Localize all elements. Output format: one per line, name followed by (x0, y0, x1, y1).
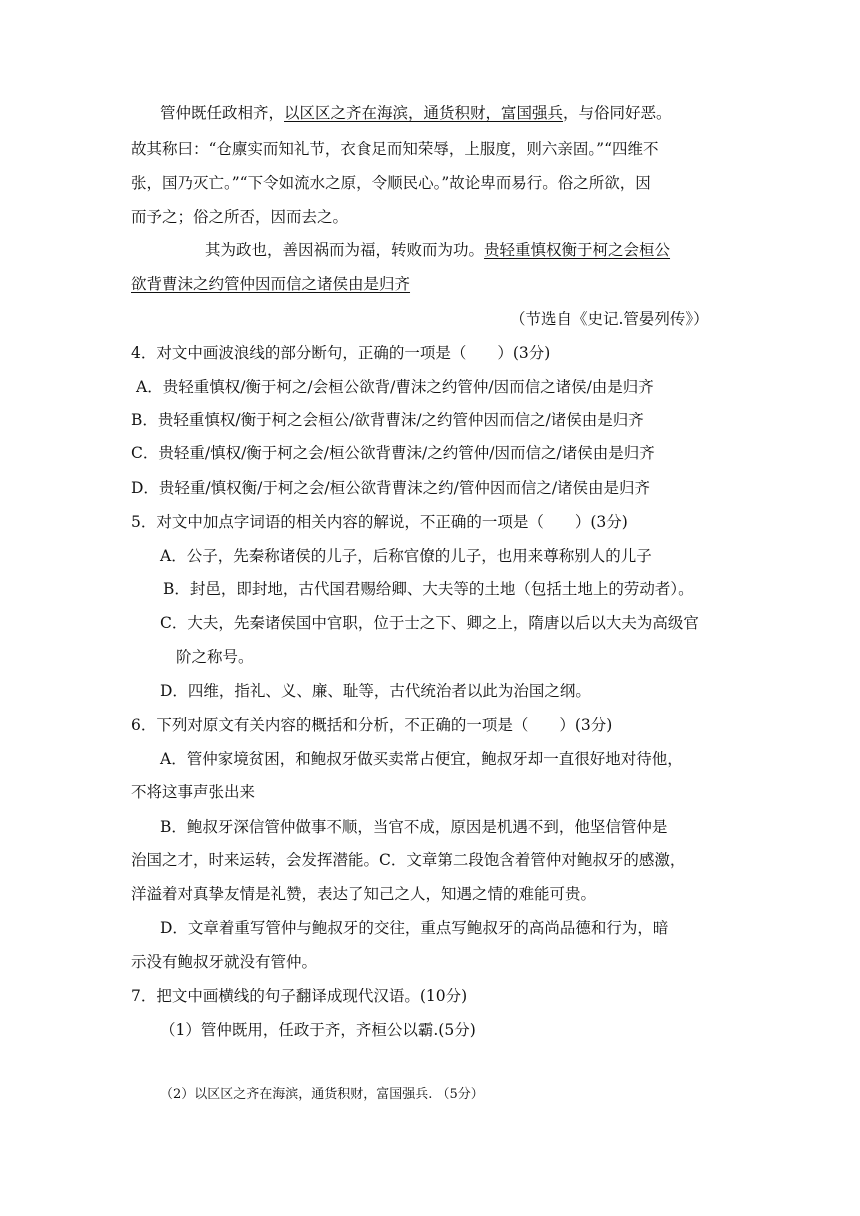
question-6-option-d-line1: D．文章着重写管仲与鲍叔牙的交往，重点写鲍叔牙的高尚品德和行为，暗 (160, 919, 669, 937)
underlined-sentence: 以区区之齐在海滨，通货积财，富国强兵 (284, 104, 564, 122)
passage-p1-line1 (160, 103, 860, 123)
question-6-option-b-line3: 洋溢着对真挚友情是礼赞，表达了知己之人，知遇之情的难能可贵。 (131, 885, 597, 903)
question-6-stem: 6．下列对原文有关内容的概括和分析，不正确的一项是（ ）(3分) (131, 716, 613, 734)
question-6-option-b-line2: 治国之才，时来运转，会发挥潜能。C．文章第二段饱含着管仲对鲍叔牙的感激， (131, 851, 686, 869)
question-5-option-b: B．封邑，即封地，古代国君赐给卿、大夫等的土地（包括土地上的劳动者）。 (163, 580, 694, 598)
passage-source: （节选自《史记.管晏列传》） (510, 310, 709, 328)
question-5-stem: 5．对文中加点字词语的相关内容的解说，不正确的一项是（ ）(3分) (131, 513, 628, 531)
question-7-sentence-1: （1）管仲既用，任政于齐，齐桓公以霸.(5分) (160, 1021, 476, 1039)
wavy-line-text: 贵轻重慎权衡于柯之会桓公 (484, 241, 671, 259)
passage-text: 其为政也，善因祸而为福，转败而为功。 (205, 241, 485, 259)
question-7-sentence-2: （2）以区区之齐在海滨，通货积财，富国强兵. （5分） (160, 1087, 484, 1102)
passage-text: ，与俗同好恶。 (563, 104, 672, 122)
question-6-option-a-line2: 不将这事声张出来 (131, 783, 256, 801)
question-6-option-b-line1: B．鲍叔牙深信管仲做事不顺，当官不成，原因是机遇不到，他坚信管仲是 (160, 818, 668, 836)
passage-p2-line2 (131, 274, 860, 294)
passage-p1-line2: 故其称曰：“仓廪实而知礼节，衣食足而知荣辱，上服度，则六亲固。”“四维不 (131, 140, 659, 158)
passage-p2-line1 (205, 240, 860, 260)
question-4-option-a: A．贵轻重慎权/衡于柯之/会桓公欲背/曹沫之约管仲/因而信之诸侯/由是归齐 (136, 378, 654, 396)
question-7-stem: 7．把文中画横线的句子翻译成现代汉语。(10分) (131, 987, 468, 1005)
question-5-option-c-line2: 阶之称号。 (176, 648, 254, 666)
question-5-option-d: D．四维，指礼、义、廉、耻等，古代统治者以此为治国之纲。 (160, 682, 591, 700)
question-5-option-a: A．公子，先秦称诸侯的儿子，后称官僚的儿子，也用来尊称别人的儿子 (160, 547, 652, 565)
wavy-line-text: 欲背曹沫之约管仲因而信之诸侯由是归齐 (131, 275, 411, 293)
question-4-option-d: D．贵轻重/慎权衡/于柯之会/桓公欲背曹沫之约/管仲因而信之/诸侯由是归齐 (131, 479, 651, 497)
question-6-option-d-line2: 示没有鲍叔牙就没有管仲。 (131, 953, 318, 971)
question-4-stem: 4．对文中画波浪线的部分断句，正确的一项是（ ）(3分) (131, 344, 551, 362)
question-6-option-a-line1: A．管仲家境贫困，和鲍叔牙做买卖常占便宜，鲍叔牙却一直很好地对待他， (160, 750, 683, 768)
passage-text: 管仲既任政相齐， (160, 104, 285, 122)
passage-p1-line3: 张，国乃灭亡。”“下令如流水之原，令顺民心。”故论卑而易行。俗之所欲，因 (131, 174, 651, 192)
passage-p1-line4: 而予之；俗之所否，因而去之。 (131, 208, 349, 226)
question-5-option-c-line1: C．大夫，先秦诸侯国中官职，位于士之下、卿之上，隋唐以后以大夫为高级官 (160, 614, 699, 632)
question-4-option-b: B．贵轻重慎权/衡于柯之会桓公/欲背曹沫/之约管仲因而信之/诸侯由是归齐 (131, 411, 644, 429)
question-4-option-c: C．贵轻重/慎权/衡于柯之会/桓公欲背曹沫/之约管仲/因而信之/诸侯由是归齐 (131, 444, 655, 462)
